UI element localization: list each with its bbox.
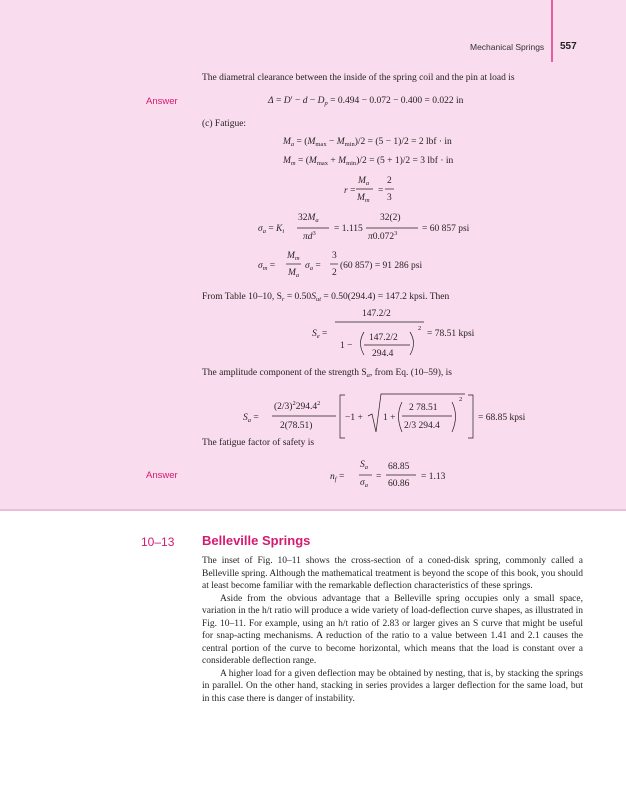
page-number: 557 xyxy=(560,41,577,52)
eq-clearance: $\Delta = D' - d - D_p = 0.494 - 0.072 - 0.400 = 0.022$ in xyxy=(268,96,464,107)
section-number: 10–13 xyxy=(141,535,175,549)
sa-result: = 68.85 kpsi xyxy=(478,413,526,423)
amp-text: The amplitude component of the strength $S_a$, from Eq. (10–59), is xyxy=(202,368,452,379)
sigma-a-mid-num: 32(2) xyxy=(380,213,401,223)
se-result: = 78.51 kpsi xyxy=(427,329,475,339)
sigma-a-result: = 60 857 psi xyxy=(422,224,470,234)
r-num: 2 xyxy=(387,176,392,186)
section-title: Belleville Springs xyxy=(202,533,311,548)
eq-clearance-values: = 0.494 − 0.072 − 0.400 = 0.022 in xyxy=(330,96,464,106)
sigma-m-result: (60 857) = 91 286 psi xyxy=(340,261,423,271)
se-num: 147.2/2 xyxy=(362,309,391,319)
paragraph-3: A higher load for a given deflection may be obtained by nesting, that is, by stacking the springs in parallel. On the other hand, stacking in series provides a larger deflection for the same load, but in this case there is danger of instability. xyxy=(202,668,583,704)
nf-den: 60.86 xyxy=(388,479,410,489)
eq-Ma-values: )/2 = (5 − 1)/2 = 2 lbf · in xyxy=(354,137,452,147)
paragraph-2: Aside from the obvious advantage that a Belleville spring occupies only a small space, variation in the h/t ratio will produce a wide variety of load-deflection curve shapes, as illustrated in Fig. 10–11. For example, using an h/t ratio of 2.83 or larger gives an S curve that might be useful for snap-acting mechanisms. A reduction of the ratio to a value between 1.41 and 2.1 causes the central portion of the curve to become horizontal, which means that the load is constant over a considerable deflection range. xyxy=(202,593,583,666)
eq-Ma: $M_a = (M_{max} - M_{min})/2 = (5 - 1)/2 = 2$ lbf · in xyxy=(283,137,452,148)
running-title: Mechanical Springs xyxy=(470,42,545,52)
r-den: 3 xyxy=(387,193,392,203)
sa-inner-den: 2/3 294.4 xyxy=(404,421,440,431)
part-c-label: (c) Fatigue: xyxy=(202,119,247,129)
sigma-m-num: 3 xyxy=(332,251,337,261)
section-body xyxy=(202,555,583,705)
sa-den: 2(78.51) xyxy=(280,421,313,431)
answer-label-2: Answer xyxy=(146,470,178,481)
sa-inner-num: 2 78.51 xyxy=(409,403,438,413)
paragraph-1: The inset of Fig. 10–11 shows the cross-section of a coned-disk spring, commonly called a Belleville spring. Although the mathematical treatment is beyond the scope of this book, you should at least become familiar with the remarkable deflection characteristics of these springs. xyxy=(202,556,583,591)
sigma-a-den: 0.072 xyxy=(372,232,395,242)
sigma-m-den: 2 xyxy=(332,268,337,278)
sigma-a-const: 32 xyxy=(298,213,308,223)
from-table-text: From Table 10–10, $S_r = 0.50S_{ut} = 0.50(294.4) = 147.2$ kpsi. Then xyxy=(202,292,450,303)
answer-label-1: Answer xyxy=(146,96,178,107)
intro-text: The diametral clearance between the inside of the spring coil and the pin at load is xyxy=(202,73,515,83)
se-inner-den: 294.4 xyxy=(372,349,394,359)
nf-result: = 1.13 xyxy=(421,472,446,482)
sigma-a-coef: 1.115 xyxy=(341,224,363,234)
se-inner-num: 147.2/2 xyxy=(369,333,398,343)
nf-num: 68.85 xyxy=(388,462,410,472)
eq-Mm: $M_m = (M_{max} + M_{min})/2 = (5 + 1)/2 = 3$ lbf · in xyxy=(283,156,454,167)
eq-Mm-values: )/2 = (5 + 1)/2 = 3 lbf · in xyxy=(356,156,454,166)
fatigue-text: The fatigue factor of safety is xyxy=(202,438,315,448)
